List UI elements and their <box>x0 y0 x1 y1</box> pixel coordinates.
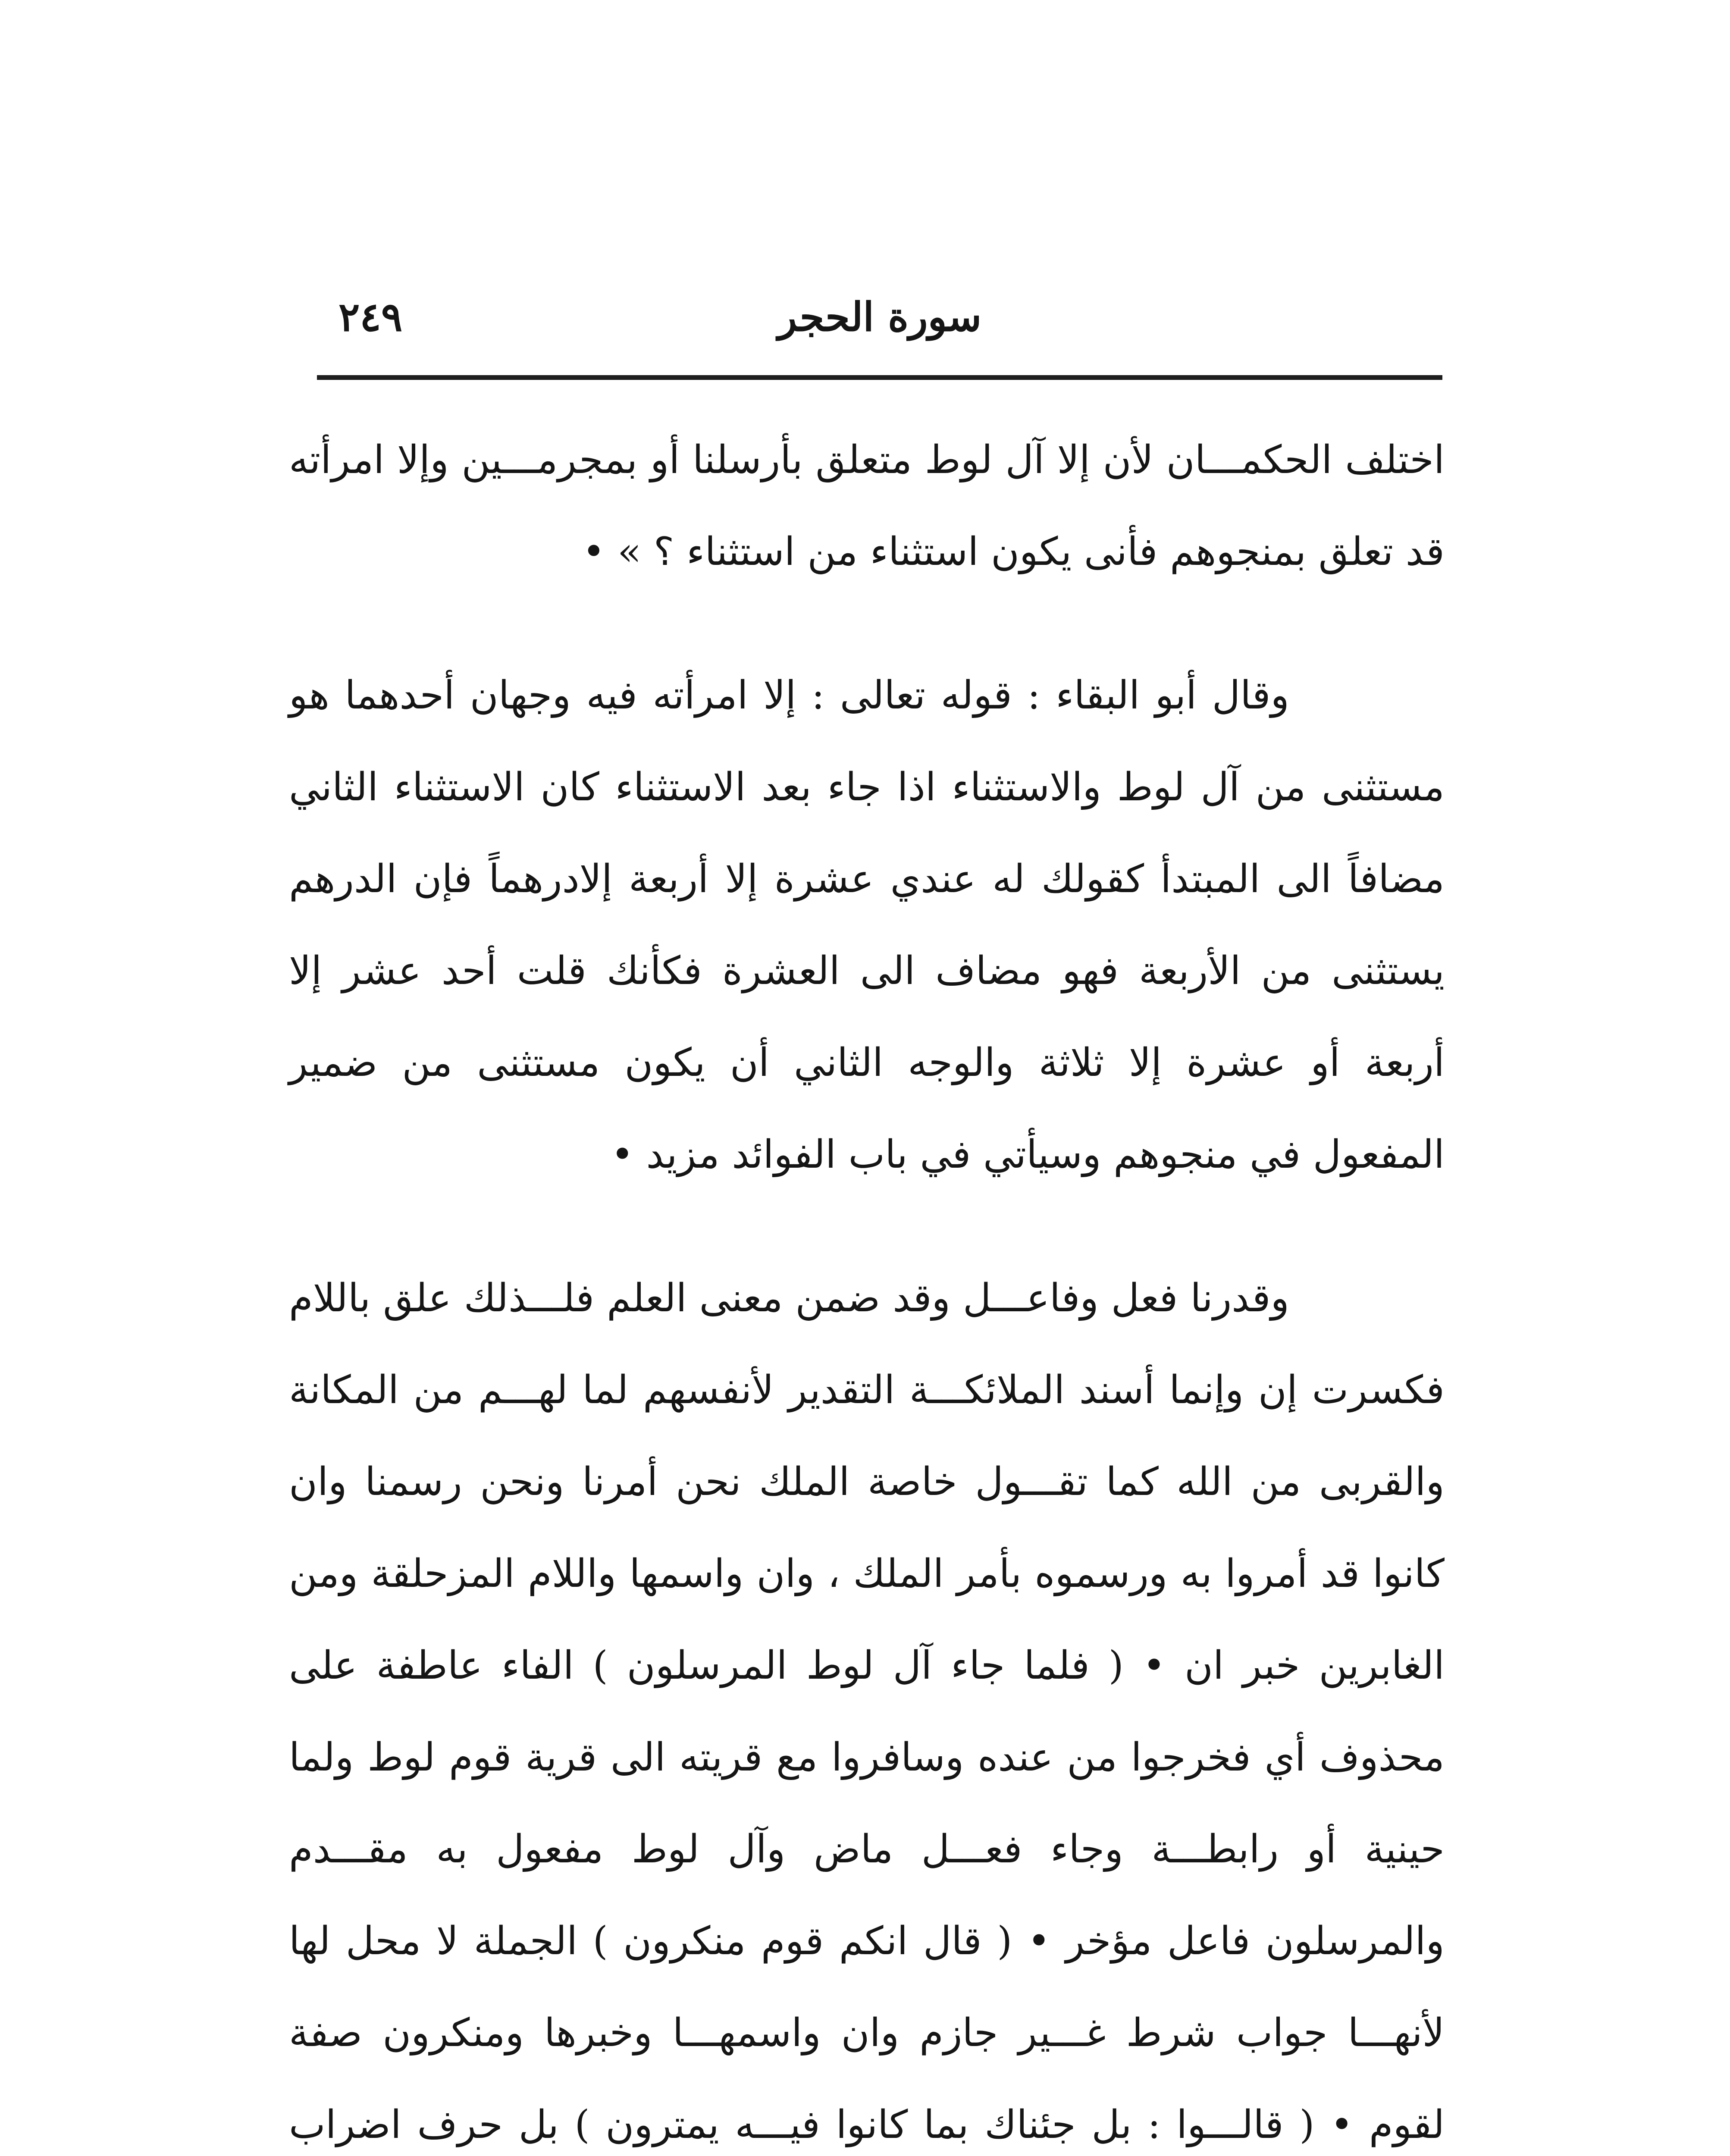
header-divider <box>317 375 1442 380</box>
paragraph-1: اختلف الحكمـــان لأن إلا آل لوط متعلق بأرسلنا أو بمجرمـــين وإلا امرأته قد تعلق بمنجوهم فأنى يكون استثناء من استثناء ؟ » • <box>289 437 1445 574</box>
paragraph-2: وقال أبو البقاء : قوله تعالى : إلا امرأته فيه وجهان أحدهما هو مستثنى من آل لوط والاستثناء اذا جاء بعد الاستثناء كان الاستثناء الثاني مضافاً الى المبتدأ كقولك له عندي عشرة إلا أربعة إلادرهماً فإن الدرهم يستثنى من الأربعة فهو مضاف الى العشرة فكأنك قلت أحد عشر إلا أربعة أو عشرة إلا ثلاثة والوجه الثاني أن يكون مستثنى من ضمير المفعول في منجوهم وسيأتي في باب الفوائد مزيد • <box>289 673 1445 1177</box>
page-number: ٢٤٩ <box>338 294 403 340</box>
page-title: سورة الحجر <box>777 294 982 340</box>
page-header <box>317 285 1442 375</box>
paragraph-3: وقدرنا فعل وفاعـــل وقد ضمن معنى العلم فلـــذلك علق باللام فكسرت إن وإنما أسند الملائكـــة التقدير لأنفسهم لما لهـــم من المكانة والقربى من الله كما تقـــول خاصة الملك نحن أمرنا ونحن رسمنا وان كانوا قد أمروا به ورسموه بأمر الملك ، وان واسمها واللام المزحلقة ومن الغابرين خبر ان • ( فلما جاء آل لوط المرسلون ) الفاء عاطفة على محذوف أي فخرجوا من عنده وسافروا مع قريته الى قرية قوم لوط ولما حينية أو رابطـــة وجاء فعـــل ماض وآل لوط مفعول به مقـــدم والمرسلون فاعل مؤخر • ( قال انكم قوم منكرون ) الجملة لا محل لها لأنهـــا جواب شرط غـــير جازم وان واسمهـــا وخبرها ومنكرون صفة لقوم • ( قالـــوا : بل جئناك بما كانوا فيـــه يمترون ) بل حرف اضراب <box>289 1275 1445 2147</box>
page-body <box>289 414 1445 2156</box>
